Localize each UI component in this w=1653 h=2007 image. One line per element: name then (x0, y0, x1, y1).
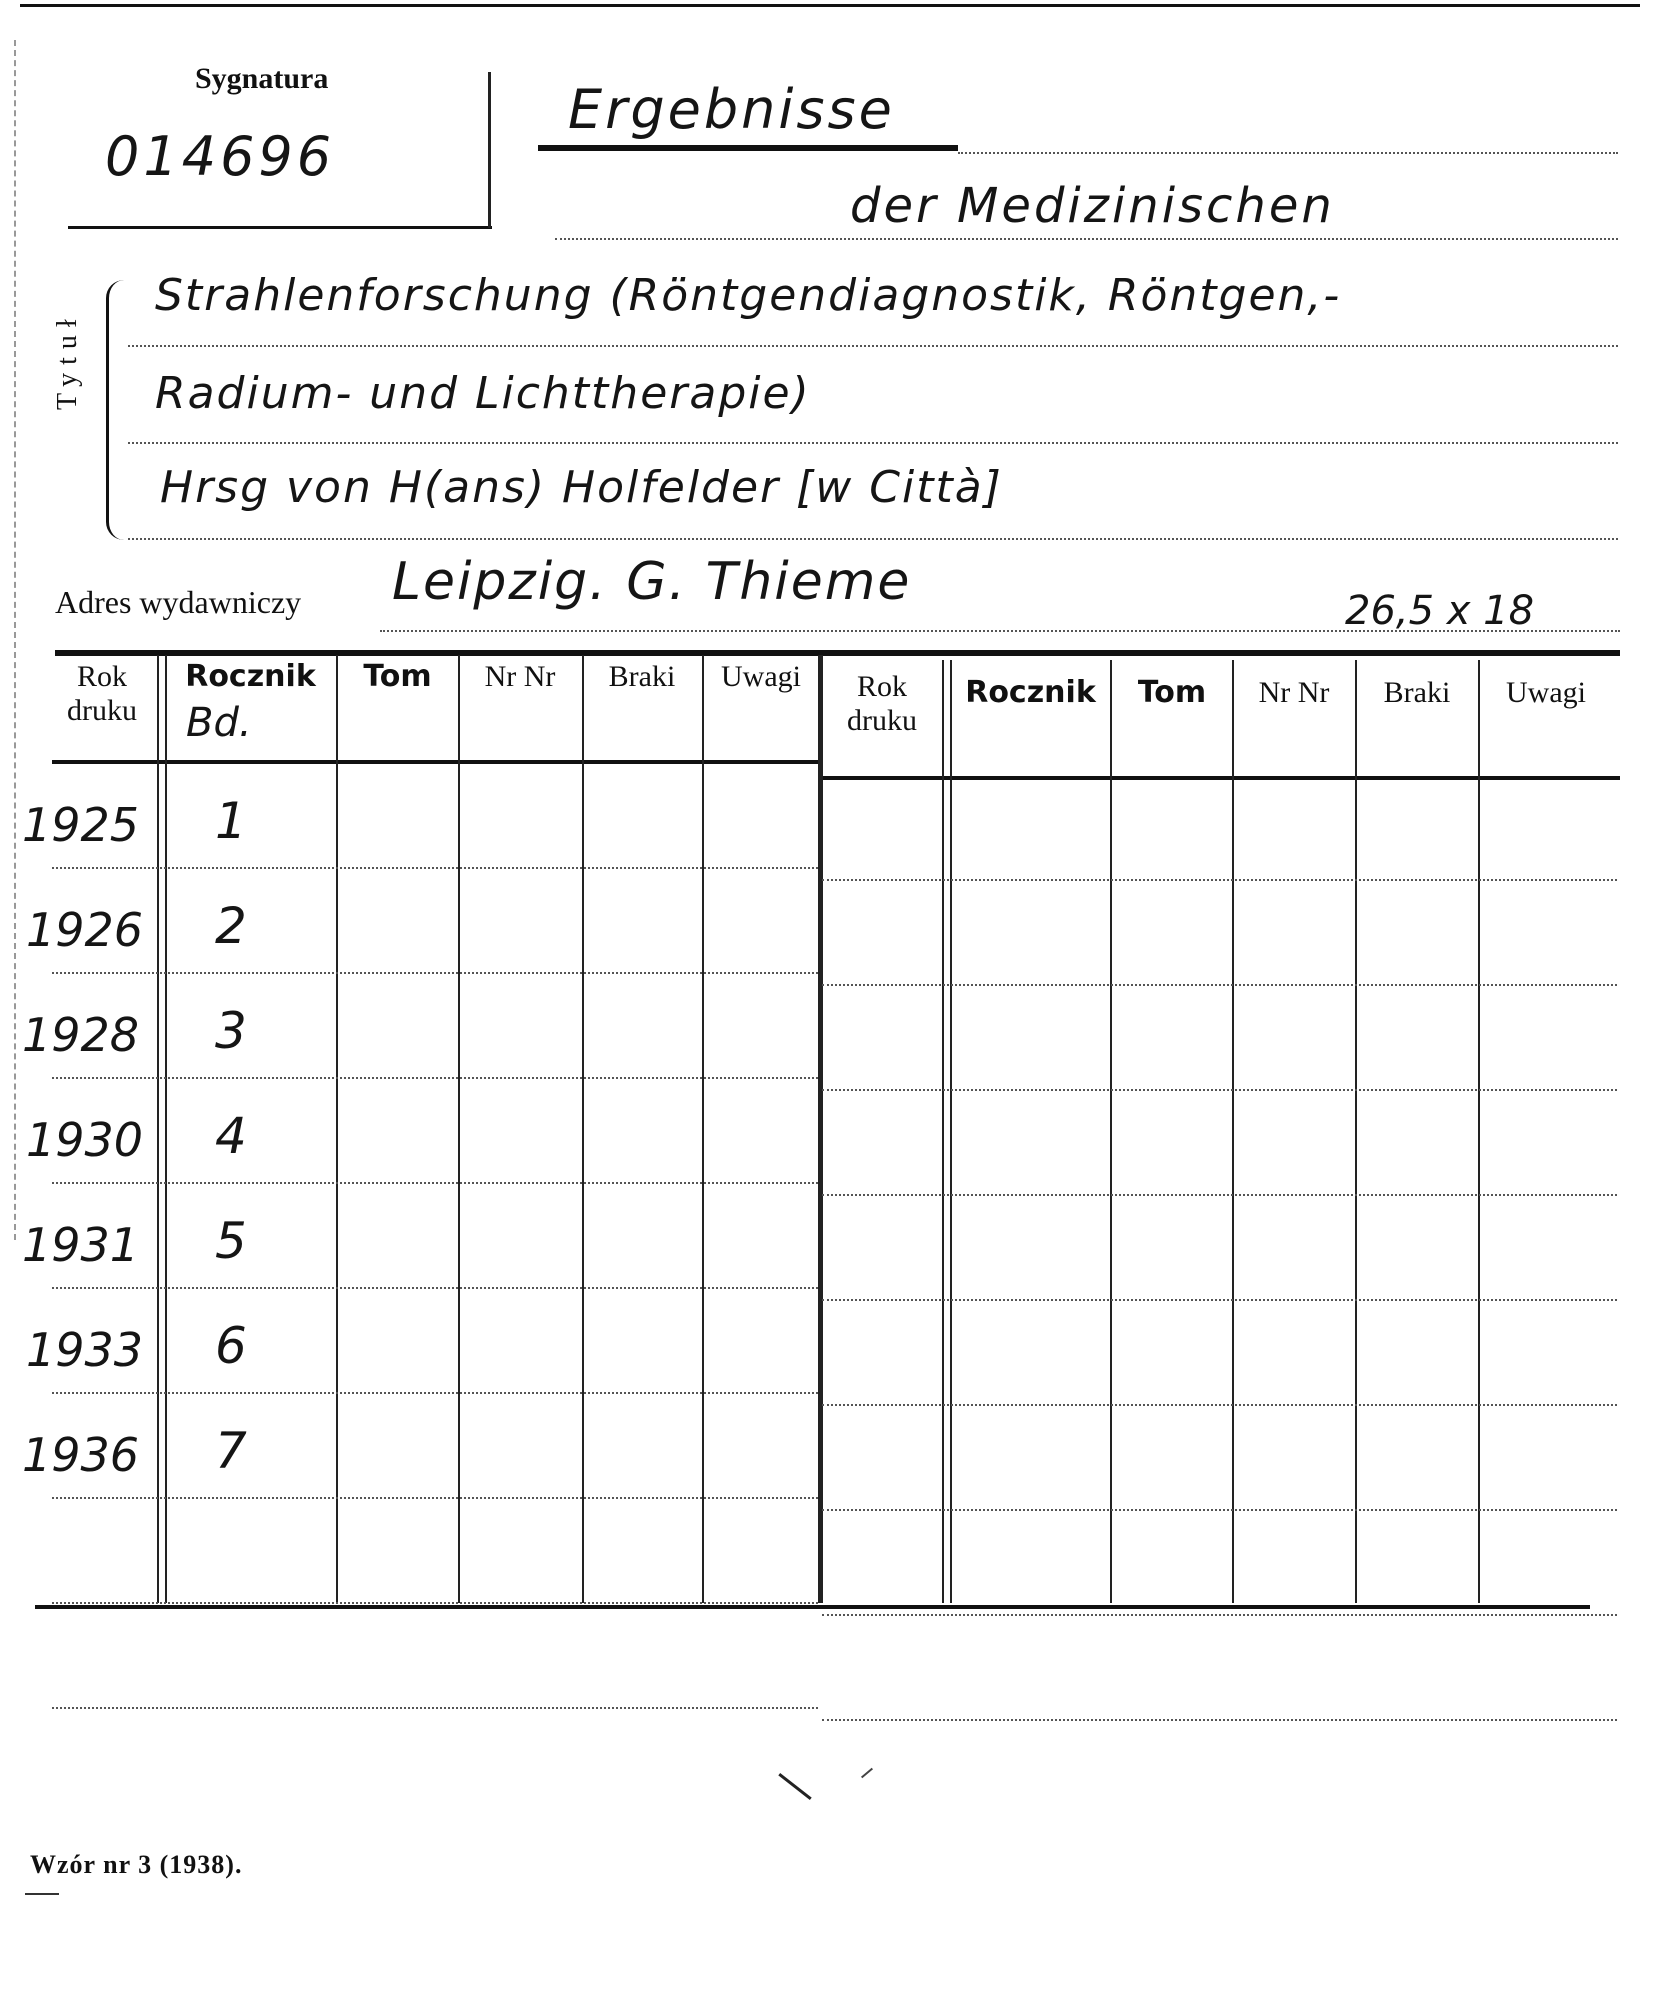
title-line-1: Ergebnisse (568, 78, 895, 141)
signature-label: Sygnatura (195, 62, 329, 95)
row-separator (52, 867, 818, 869)
row-rocznik: 5 (215, 1212, 247, 1270)
row-separator (822, 1089, 1617, 1091)
row-rocznik: 3 (215, 1002, 247, 1060)
row-rok-druku: 1928 (22, 1008, 140, 1062)
dotted-line-1 (958, 152, 1618, 154)
title-bracket (106, 280, 127, 540)
col-sep-rok-right-a (942, 660, 944, 1603)
title-line-4: Radium- und Lichttherapie) (155, 368, 811, 419)
dotted-line-publisher (380, 630, 1620, 632)
footer-form-number: Wzór nr 3 (1938). (30, 1850, 243, 1879)
title-underline (538, 145, 958, 151)
row-separator (52, 1077, 818, 1079)
row-separator (822, 879, 1617, 881)
header-rocznik-right: Rocznik (965, 675, 1096, 710)
col-sep-rok-left-b (165, 655, 167, 1603)
header-tom-left: Tom (363, 659, 432, 694)
row-separator (52, 1182, 818, 1184)
col-sep-nrnr-right (1355, 660, 1357, 1603)
header-braki-right: Braki (1383, 676, 1451, 709)
row-separator (52, 1497, 818, 1499)
row-separator (822, 1194, 1617, 1196)
title-line-3: Strahlenforschung (Röntgendiagnostik, Röntgen,- (155, 270, 1342, 321)
publisher-label: Adres wydawniczy (55, 584, 302, 620)
publisher-value: Leipzig. G. Thieme (392, 552, 912, 612)
publisher-size: 26,5 x 18 (1345, 588, 1535, 634)
row-separator (822, 984, 1617, 986)
col-sep-rocznik-left (336, 655, 338, 1603)
row-separator (52, 1392, 818, 1394)
table-bottom-rule (35, 1605, 1590, 1609)
header-rok-druku-left: Rok druku (67, 660, 137, 727)
signature-divider (488, 72, 491, 228)
row-separator (822, 1299, 1617, 1301)
row-rocznik: 2 (215, 897, 247, 955)
col-sep-tom-right (1232, 660, 1234, 1603)
table-top-rule (55, 650, 1620, 656)
row-rocznik: 4 (215, 1107, 247, 1165)
row-rok-druku: 1926 (26, 903, 144, 957)
dotted-line-2 (555, 238, 1618, 240)
row-separator (52, 972, 818, 974)
row-rok-druku: 1925 (22, 798, 140, 852)
dotted-line-4 (128, 442, 1618, 444)
tytul-vertical-label: Tytuł (52, 311, 83, 410)
row-separator (822, 1719, 1617, 1721)
row-rok-druku: 1933 (26, 1323, 144, 1377)
header-uwagi-right: Uwagi (1506, 676, 1586, 709)
row-rok-druku: 1931 (22, 1218, 140, 1272)
row-separator (52, 1602, 818, 1604)
title-line-2: der Medizinischen (850, 178, 1335, 234)
row-separator (822, 1614, 1617, 1616)
col-sep-rok-right-b (950, 660, 952, 1603)
signature-underline (68, 226, 492, 229)
center-divider (818, 655, 823, 1603)
row-rok-druku: 1936 (22, 1428, 140, 1482)
row-separator (822, 1509, 1617, 1511)
col-sep-braki-left (702, 655, 704, 1603)
row-rocznik: 7 (215, 1422, 247, 1480)
header-braki-left: Braki (608, 660, 676, 693)
title-line-5: Hrsg von H(ans) Holfelder [w Città] (160, 462, 1003, 513)
header-rocznik-left: Rocznik (185, 659, 316, 694)
col-sep-rocznik-right (1110, 660, 1112, 1603)
col-sep-nrnr-left (582, 655, 584, 1603)
row-separator (52, 1287, 818, 1289)
stray-mark (861, 1768, 873, 1779)
footer-mark (25, 1893, 59, 1895)
col-sep-tom-left (458, 655, 460, 1603)
row-rok-druku: 1930 (26, 1113, 144, 1167)
rocznik-note: Bd. (186, 700, 252, 746)
row-separator (822, 1404, 1617, 1406)
dotted-line-3 (128, 345, 1618, 347)
header-uwagi-left: Uwagi (721, 660, 801, 693)
col-sep-braki-right (1478, 660, 1480, 1603)
row-separator (52, 1707, 818, 1709)
row-rocznik: 6 (215, 1317, 247, 1375)
header-rok-druku-right: Rok druku (847, 670, 917, 737)
header-nrnr-left: Nr Nr (484, 660, 556, 693)
row-rocznik: 1 (215, 792, 247, 850)
col-sep-rok-left-a (157, 655, 159, 1603)
signature-value: 014696 (105, 125, 336, 188)
header-tom-right: Tom (1137, 675, 1207, 710)
dotted-line-5 (128, 538, 1618, 540)
header-nrnr-right: Nr Nr (1258, 676, 1330, 709)
table-header-rule-left (52, 760, 822, 764)
top-border (20, 4, 1640, 7)
left-margin-marks (14, 40, 16, 1240)
stray-mark (778, 1773, 811, 1800)
